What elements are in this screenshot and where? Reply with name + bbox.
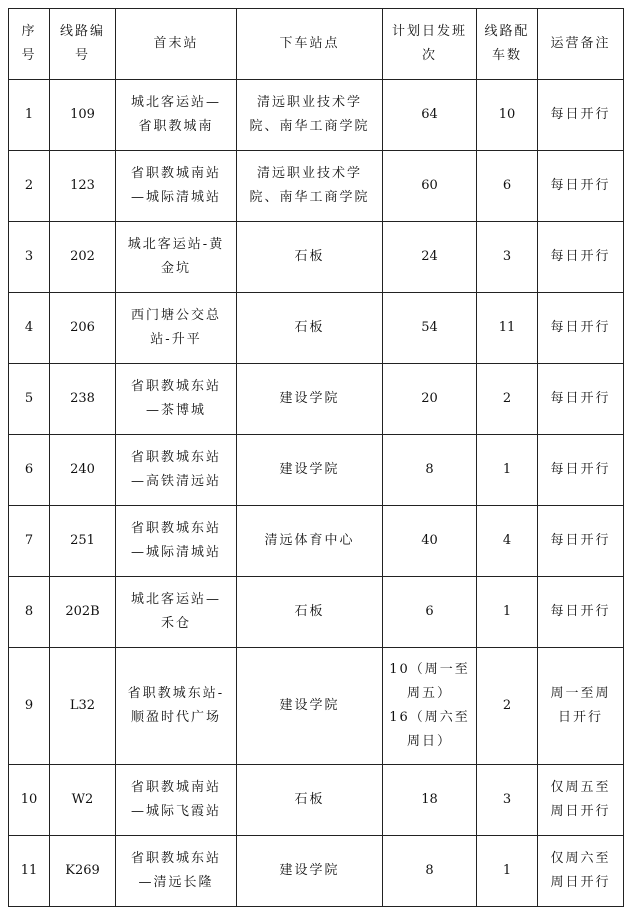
- vehicle-count: 2: [477, 364, 538, 435]
- planned-daily-trips: 60: [383, 151, 477, 222]
- table-row: [9, 222, 624, 293]
- table-row: [9, 836, 624, 907]
- drop-off-stop: 建设学院: [237, 364, 383, 435]
- terminals: 省职教城南站 —城际飞霞站: [116, 765, 237, 836]
- row-index: 10: [9, 765, 50, 836]
- operation-notes: 周一至周 日开行: [538, 648, 624, 765]
- drop-off-stop: 石板: [237, 577, 383, 648]
- operation-notes: 仅周六至 周日开行: [538, 836, 624, 907]
- table-row: [9, 506, 624, 577]
- operation-notes: 每日开行: [538, 364, 624, 435]
- header-index: 序 号: [9, 9, 50, 80]
- vehicle-count: 1: [477, 836, 538, 907]
- table-row: [9, 293, 624, 364]
- vehicle-count: 6: [477, 151, 538, 222]
- terminals: 城北客运站-黄 金坑: [116, 222, 237, 293]
- operation-notes: 每日开行: [538, 80, 624, 151]
- operation-notes: 每日开行: [538, 151, 624, 222]
- planned-daily-trips: 8: [383, 836, 477, 907]
- planned-daily-trips: 6: [383, 577, 477, 648]
- vehicle-count: 10: [477, 80, 538, 151]
- row-index: 2: [9, 151, 50, 222]
- row-index: 5: [9, 364, 50, 435]
- terminals: 省职教城东站 —城际清城站: [116, 506, 237, 577]
- planned-daily-trips: 8: [383, 435, 477, 506]
- operation-notes: 每日开行: [538, 222, 624, 293]
- operation-notes: 仅周五至 周日开行: [538, 765, 624, 836]
- terminals: 省职教城东站 —高铁清远站: [116, 435, 237, 506]
- row-index: 7: [9, 506, 50, 577]
- header-route-number: 线路编 号: [50, 9, 116, 80]
- planned-daily-trips: 20: [383, 364, 477, 435]
- route-number: 206: [50, 293, 116, 364]
- drop-off-stop: 建设学院: [237, 836, 383, 907]
- route-number: 202B: [50, 577, 116, 648]
- row-index: 4: [9, 293, 50, 364]
- operation-notes: 每日开行: [538, 435, 624, 506]
- terminals: 城北客运站— 省职教城南: [116, 80, 237, 151]
- vehicle-count: 11: [477, 293, 538, 364]
- planned-daily-trips: 54: [383, 293, 477, 364]
- route-number: W2: [50, 765, 116, 836]
- vehicle-count: 3: [477, 765, 538, 836]
- planned-daily-trips: 24: [383, 222, 477, 293]
- row-index: 8: [9, 577, 50, 648]
- header-planned-daily-trips: 计划日发班 次: [383, 9, 477, 80]
- table-row: [9, 151, 624, 222]
- table-row: [9, 80, 624, 151]
- vehicle-count: 2: [477, 648, 538, 765]
- drop-off-stop: 建设学院: [237, 648, 383, 765]
- drop-off-stop: 清远职业技术学 院、南华工商学院: [237, 151, 383, 222]
- terminals: 城北客运站— 禾仓: [116, 577, 237, 648]
- header-operation-notes: 运营备注: [538, 9, 624, 80]
- bus-route-table: [8, 8, 624, 907]
- route-number: 240: [50, 435, 116, 506]
- vehicle-count: 1: [477, 577, 538, 648]
- table-row: [9, 577, 624, 648]
- vehicle-count: 4: [477, 506, 538, 577]
- operation-notes: 每日开行: [538, 293, 624, 364]
- row-index: 3: [9, 222, 50, 293]
- drop-off-stop: 石板: [237, 222, 383, 293]
- terminals: 省职教城东站 —茶博城: [116, 364, 237, 435]
- terminals: 省职教城东站- 顺盈时代广场: [116, 648, 237, 765]
- table-row: [9, 364, 624, 435]
- route-number: 123: [50, 151, 116, 222]
- table-row: [9, 765, 624, 836]
- drop-off-stop: 建设学院: [237, 435, 383, 506]
- route-number: K269: [50, 836, 116, 907]
- planned-daily-trips: 18: [383, 765, 477, 836]
- route-number: 202: [50, 222, 116, 293]
- header-terminals: 首末站: [116, 9, 237, 80]
- terminals: 省职教城东站 —清远长隆: [116, 836, 237, 907]
- row-index: 1: [9, 80, 50, 151]
- route-number: 109: [50, 80, 116, 151]
- row-index: 9: [9, 648, 50, 765]
- planned-daily-trips: 64: [383, 80, 477, 151]
- route-number: 251: [50, 506, 116, 577]
- row-index: 6: [9, 435, 50, 506]
- planned-daily-trips: 40: [383, 506, 477, 577]
- header-vehicle-count: 线路配 车数: [477, 9, 538, 80]
- route-number: 238: [50, 364, 116, 435]
- vehicle-count: 3: [477, 222, 538, 293]
- operation-notes: 每日开行: [538, 577, 624, 648]
- vehicle-count: 1: [477, 435, 538, 506]
- route-number: L32: [50, 648, 116, 765]
- table-row: [9, 648, 624, 765]
- header-row: [9, 9, 624, 80]
- terminals: 省职教城南站 —城际清城站: [116, 151, 237, 222]
- operation-notes: 每日开行: [538, 506, 624, 577]
- drop-off-stop: 石板: [237, 293, 383, 364]
- drop-off-stop: 清远体育中心: [237, 506, 383, 577]
- table-row: [9, 435, 624, 506]
- drop-off-stop: 清远职业技术学 院、南华工商学院: [237, 80, 383, 151]
- header-drop-off-stop: 下车站点: [237, 9, 383, 80]
- planned-daily-trips: 10（周一至 周五） 16（周六至 周日）: [383, 648, 477, 765]
- row-index: 11: [9, 836, 50, 907]
- terminals: 西门塘公交总 站-升平: [116, 293, 237, 364]
- drop-off-stop: 石板: [237, 765, 383, 836]
